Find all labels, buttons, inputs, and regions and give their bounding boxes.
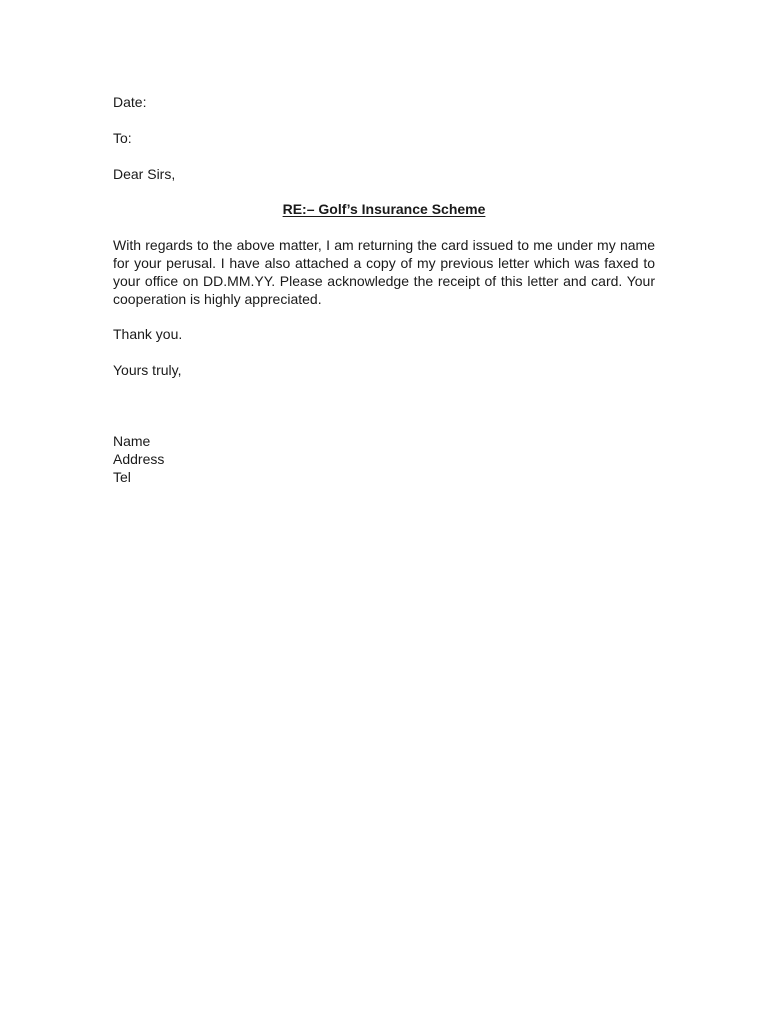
letter-body: With regards to the above matter, I am returning the card issued to me under my name for your perusal. I have also attached a copy of my previous letter which was faxed to your office on DD.MM.YY. Please acknowledge the receipt of this letter and card. Your cooperation is highly appreciated. bbox=[113, 237, 655, 307]
subject-line bbox=[113, 200, 655, 218]
salutation: Dear Sirs, bbox=[113, 166, 176, 182]
signature-tel: Tel bbox=[113, 469, 131, 485]
thanks-line: Thank you. bbox=[113, 326, 183, 342]
closing-line: Yours truly, bbox=[113, 362, 182, 378]
signature-address: Address bbox=[113, 451, 165, 467]
to-label: To: bbox=[113, 130, 132, 146]
subject-text: RE:– Golf’s Insurance Scheme bbox=[282, 201, 486, 217]
signature-name: Name bbox=[113, 433, 151, 449]
date-label: Date: bbox=[113, 94, 147, 110]
